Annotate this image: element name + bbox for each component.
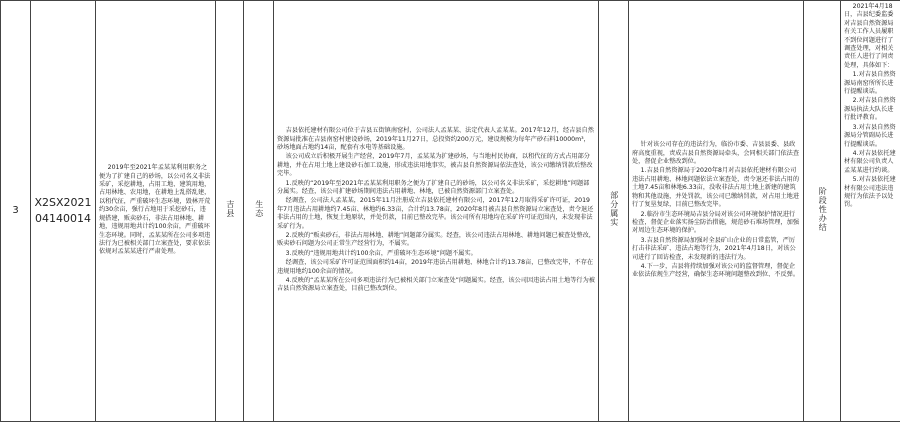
measures-paragraph: 针对该公司存在的违法行为，临汾市委、吉县县委、县政府高度重视，责成吉县自然资源局牵头，会同相关部门依法查处，督促企业整改到位。 (632, 141, 800, 166)
accountability-paragraph: 1.对吉县自然资源局南窑所所长进行提醒谈话。 (844, 71, 896, 96)
findings-paragraph: 该公司成立后积极开展生产经营，2019年7月，孟某某为扩建砂场，与当地村民协商，以租代征的方式占用部分耕地，并在占用土地上建设砂石加工设施，形成违法用地事实，被吉县自然资源局依法查处，该公司缴纳罚款后整改完毕。 (277, 153, 593, 178)
accountability-paragraph: 4.对吉县依托建材有限公司负责人孟某某进行约谈。 (844, 149, 896, 174)
region-label: 吉县 (225, 200, 235, 219)
status-cell (804, 1, 841, 422)
table-row (1, 1, 900, 422)
findings-paragraph: 吉县依托建材有限公司位于吉县五街镇南窑村，公司法人孟某某、法定代表人孟某某。2017年12月，经吉县自然资源局批准在吉县南窑村建设砂场，2019年11月27日，总投资约200万元，建设规模为每年产砂石料10000m³，砂场地面占地约14亩，配套有水电等基础设施。 (277, 127, 594, 151)
measures-paragraph: 1.吉县自然资源局于2020年8月对吉县依托建材有限公司违法占用耕地、林地问题依法立案查处，责令退还非法占用的土地7.45亩和林地6.33亩，没收非法占用土地上新建的建筑物和其他设施，并处罚款，该公司已缴纳罚款，对占用土地进行了复垦复绿，目前已整改完毕。 (632, 167, 800, 209)
verdict-cell (599, 1, 629, 422)
category-label: 生态 (254, 200, 264, 219)
findings-content (274, 1, 599, 422)
verdict-label: 部分属实 (609, 191, 619, 228)
measures-paragraph: 3.吉县自然资源局加强对全县矿山企业的日常监管，严厉打击非法采矿、违法占地等行为，2021年4月18日，对该公司进行了回访检查，未发现新的违法行为。 (632, 236, 796, 261)
measures-paragraph: 2.临汾市生态环境局吉县分局对该公司环境保护情况进行检查，督促企业落实扬尘防治措施，规范砂石堆场管理，加强对周边生态环境的保护。 (632, 210, 800, 235)
petition-code: X2SX202104140014 (31, 1, 96, 422)
findings-paragraph: 经调查，公司法人孟某某，2015年11月注册成立吉县依托建材有限公司，2017年12月取得采矿许可证，2019年7月违法占用耕地约7.45亩、林地约6.33亩，合计约13.78亩，2020年8月被吉县自然资源局立案查处，责令退还非法占用的土地，恢复土地原状，并处罚款，目前已整改完毕。该公司所有用地均在采矿许可证范围内，未发现非法采矿行为。 (277, 197, 594, 230)
findings-paragraph: 经调查，该公司采矿许可证范围面积约14亩，2019年违法占用耕地、林地合计约13.78亩，已整改完毕，不存在违规用地约100余亩的情况。 (277, 259, 594, 275)
findings-paragraph: 1.反映的“2019年至2021年孟某某利用职务之便为了扩建自己的砂场，以公司名义非法采矿，采挖耕地”问题部分属实。经查，该公司扩建砂场期间违法占用耕地、林地，已被自然资源部门立案查处。 (277, 179, 590, 195)
status-label: 阶段性办结 (818, 186, 828, 232)
measures-paragraph: 4.下一步，吉县将持续加强对该公司的监督管理，督促企业依法依规生产经营，确保生态环境问题整改到位、不反弹。 (632, 262, 800, 279)
accountability-content (841, 1, 900, 422)
category-cell (244, 1, 274, 422)
accountability-paragraph: 5.对吉县依托建材有限公司违法违规行为依法予以处罚。 (844, 176, 896, 209)
region-cell (216, 1, 244, 422)
accountability-paragraph: 2.对吉县自然资源局执法大队长进行批评教育。 (844, 97, 896, 122)
complaint-content (96, 1, 216, 422)
complaint-paragraph: 2019年至2021年孟某某利用职务之便为了扩建自己的砂场，以公司名义非法采矿，采挖耕地，占用工地、建筑用地，占用林地、农用地，在耕地上乱搭乱建，以租代征，严重破坏生态环境，毁林开荒约30余亩，强行占地用于采挖砂石，违规搭建，贩卖砂石，非法占用林地、耕地，违规用地共计约100余亩，严重破坏生态环境。同时，孟某某所在公司多项违法行为已被相关部门立案查处，要求依法依规对孟某某进行严肃处理。 (99, 164, 211, 256)
row-index: 3 (1, 1, 31, 422)
accountability-paragraph: 2021年4月18日，吉县纪委监委对吉县自然资源局有关工作人员履职不到位问题进行了调查处理，对相关责任人进行了问责处理，具体如下： (844, 3, 894, 69)
findings-paragraph: 3.反映的“违规用地共计约100余亩，严重破坏生态环境”问题不属实。 (285, 249, 477, 257)
findings-paragraph: 2.反映的“贩卖砂石，非法占用林地、耕地”问题部分属实。经查，该公司违法占用林地、耕地问题已被查处整改，贩卖砂石问题为公司正常生产经营行为，不属实。 (277, 232, 595, 248)
findings-paragraph: 4.反映的“孟某某所在公司多项违法行为已被相关部门立案查处”问题属实。经查，该公司因违法占用土地等行为被吉县自然资源局立案查处，目前已整改到位。 (277, 277, 595, 293)
measures-content (629, 1, 804, 422)
accountability-paragraph: 3.对吉县自然资源局分管副局长进行提醒谈话。 (844, 123, 896, 148)
